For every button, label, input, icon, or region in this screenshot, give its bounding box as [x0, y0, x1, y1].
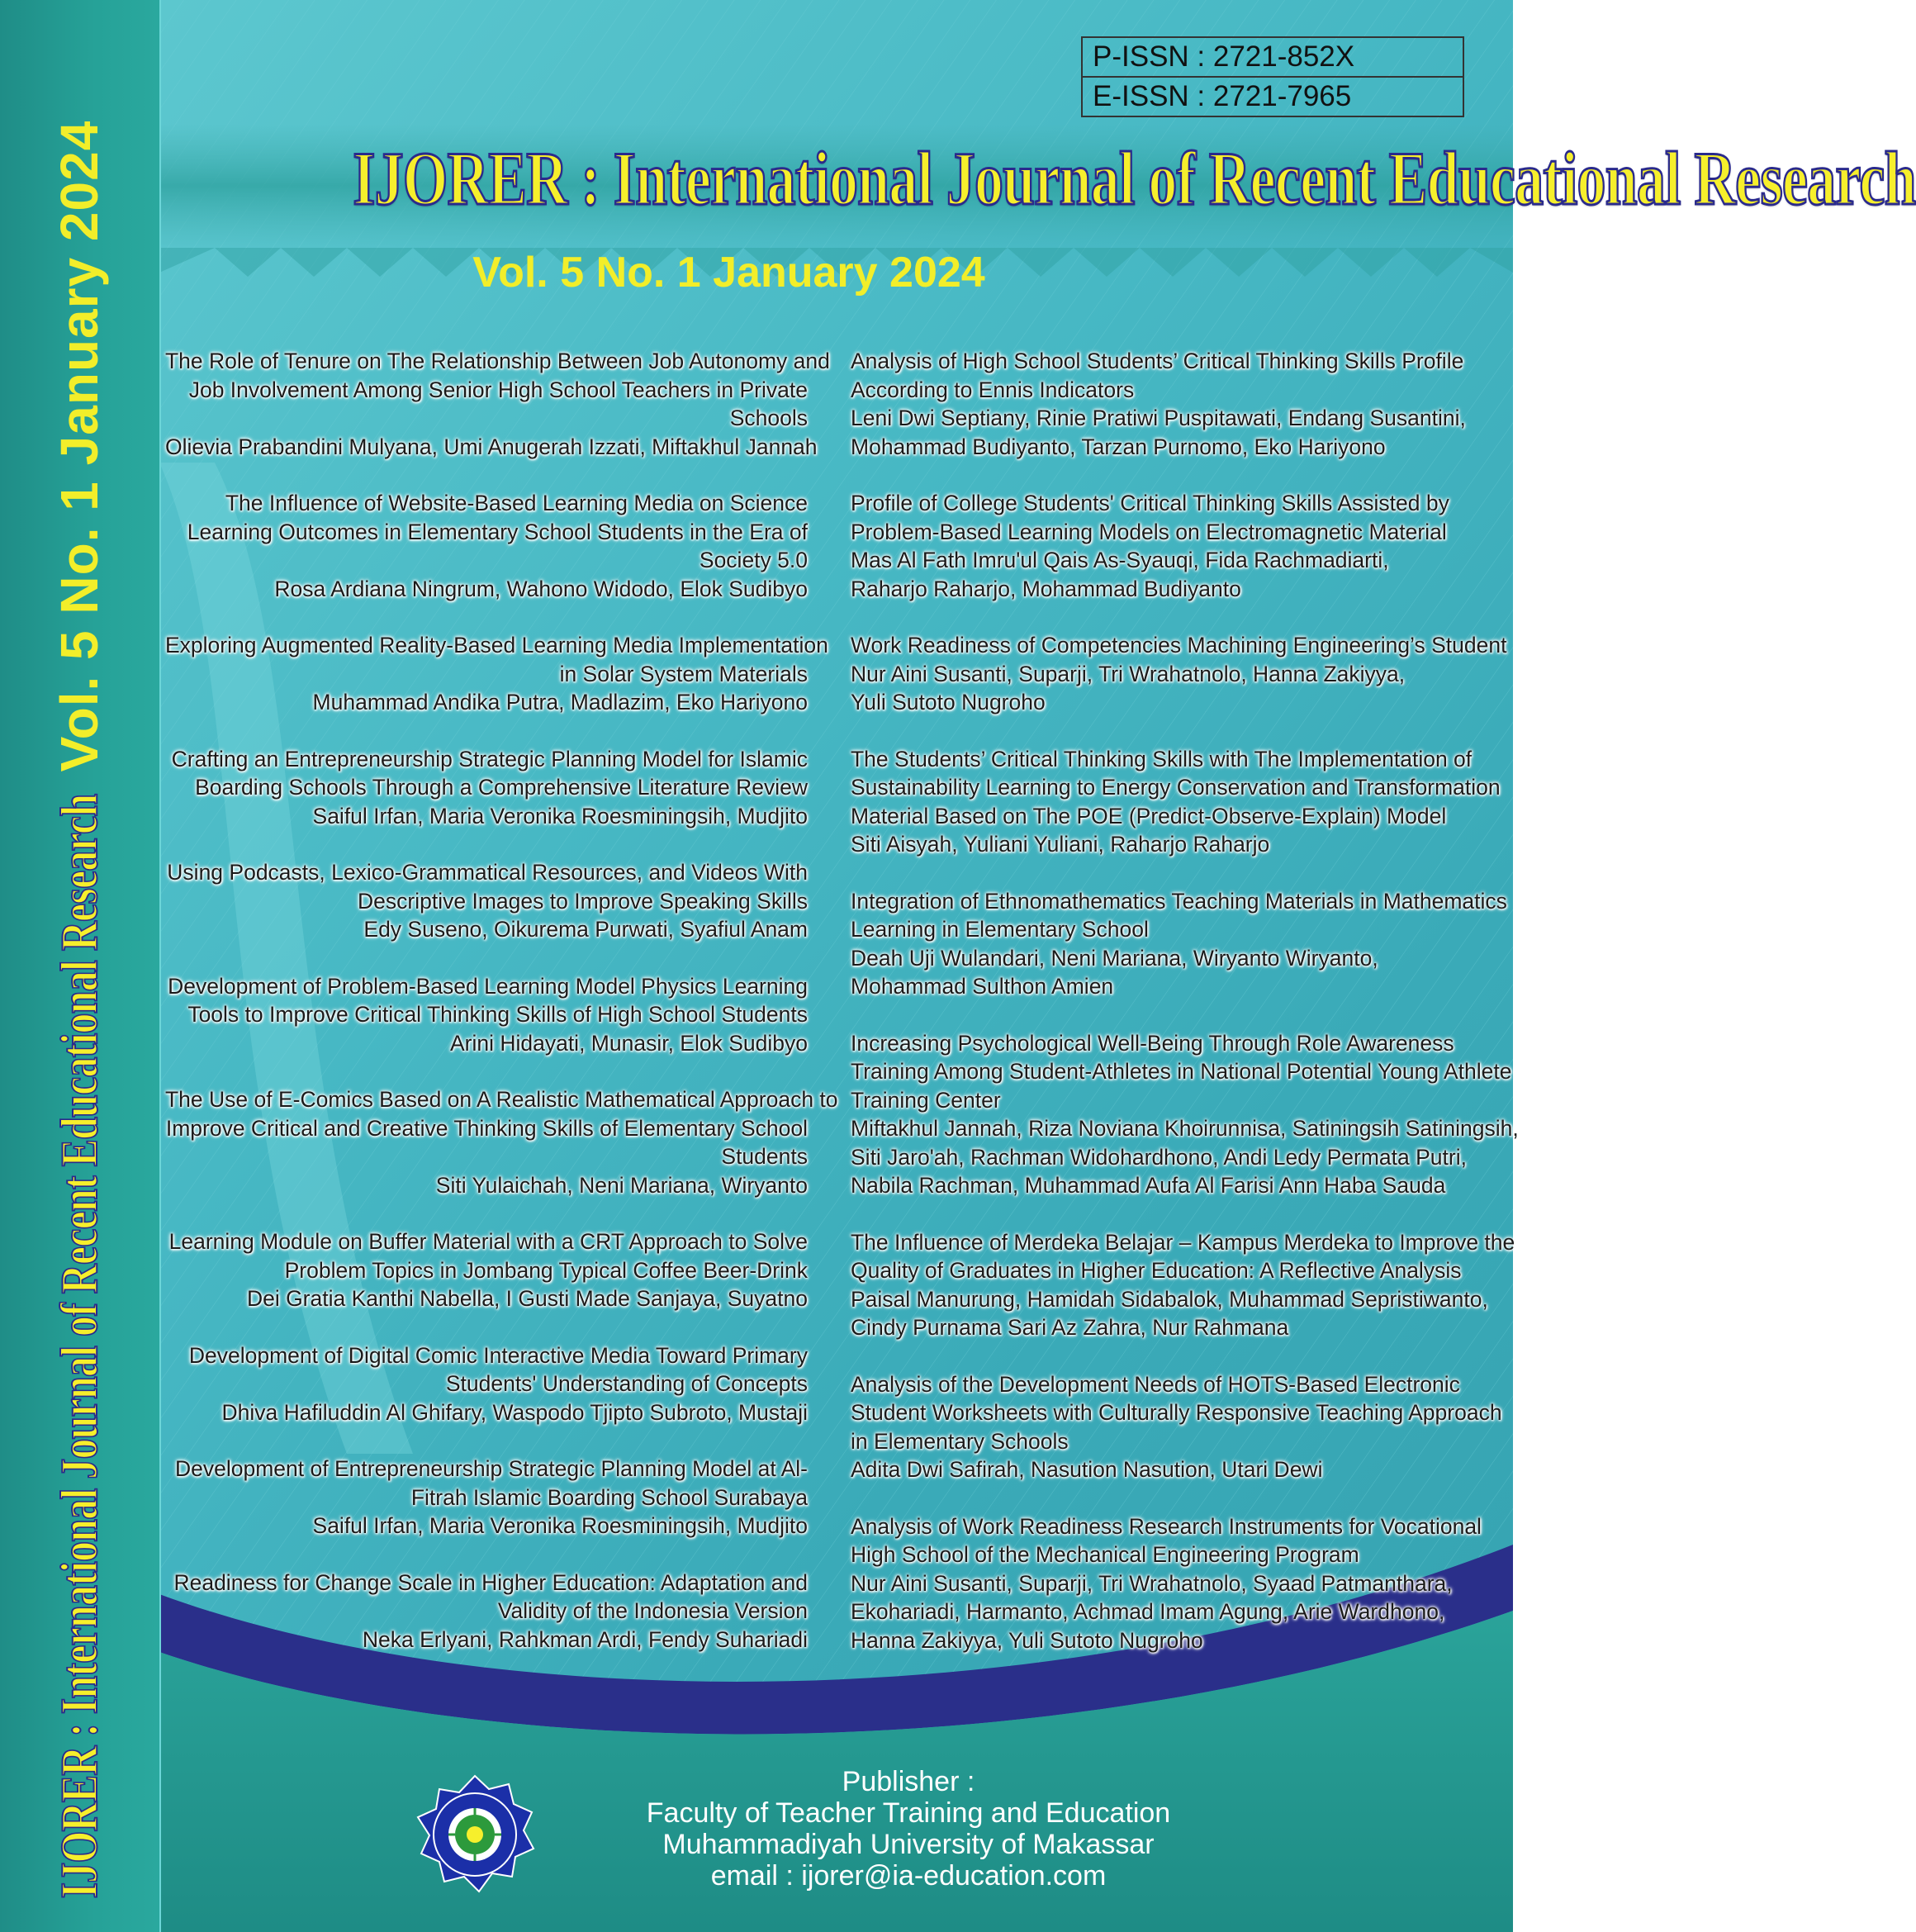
article-title-line: Exploring Augmented Reality-Based Learning Media Implementation	[165, 633, 828, 657]
article-title-line: The Use of E-Comics Based on A Realistic Mathematical Approach to	[165, 1087, 838, 1112]
article-title-line: Quality of Graduates in Higher Education: A Reflective Analysis	[851, 1258, 1462, 1283]
right-article-list	[851, 347, 1519, 1683]
article-entry	[851, 631, 1507, 717]
publisher-label: Publisher :	[842, 1766, 975, 1797]
article-authors: Raharjo Raharjo, Mohammad Budiyanto	[851, 576, 1241, 601]
article-authors: Saiful Irfan, Maria Veronika Roesminingsih, Mudjito	[312, 803, 808, 828]
article-title-line: Material Based on The POE (Predict-Observe-Explain) Model	[851, 803, 1447, 828]
article-title-line: Analysis of High School Students’ Critical Thinking Skills Profile	[851, 349, 1464, 373]
article-title-line: The Role of Tenure on The Relationship Between Job Autonomy and	[165, 349, 830, 373]
article-entry	[851, 1512, 1495, 1655]
article-title-line: Improve Critical and Creative Thinking Skills of Elementary School	[165, 1115, 808, 1141]
article-title-line: The Influence of Website-Based Learning Media on Science	[225, 491, 808, 515]
article-authors: Siti Aisyah, Yuliani Yuliani, Raharjo Raharjo	[851, 832, 1270, 857]
article-entry	[165, 745, 808, 831]
electronic-issn: E-ISSN : 2721-7965	[1083, 76, 1463, 116]
article-title-line: Paisal Manurung, Hamidah Sidabalok, Muhammad Sepristiwanto,	[851, 1286, 1488, 1312]
article-title-line: Using Podcasts, Lexico-Grammatical Resources, and Videos With	[167, 860, 808, 885]
journal-title: IJORER : International Journal of Recent Educational Research	[353, 136, 1916, 221]
article-title-line: Integration of Ethnomathematics Teaching Materials in Mathematics	[851, 888, 1507, 914]
article-entry	[851, 347, 1495, 461]
article-authors: Dhiva Hafiluddin Al Ghifary, Waspodo Tjipto Subroto, Mustaji	[221, 1399, 808, 1425]
article-title-line: Students' Understanding of Concepts	[445, 1371, 808, 1396]
article-entry	[851, 1228, 1515, 1342]
spine-volume-line: Vol. 5 No. 1 January 2024	[50, 120, 109, 772]
print-issn: P-ISSN : 2721-852X	[1093, 40, 1355, 73]
article-title-line: Mas Al Fath Imru'ul Qais As-Syauqi, Fida Rachmadiarti,	[851, 548, 1389, 572]
article-authors: Mohammad Sulthon Amien	[851, 974, 1114, 999]
article-authors: Adita Dwi Safirah, Nasution Nasution, Utari Dewi	[851, 1457, 1323, 1482]
article-title-line: Training Center	[851, 1087, 1001, 1113]
article-title-line: Students	[721, 1144, 808, 1169]
article-title-line: High School of the Mechanical Engineering Program	[851, 1542, 1359, 1567]
publisher-email: email : ijorer@ia-education.com	[710, 1860, 1107, 1892]
article-authors: Olievia Prabandini Mulyana, Umi Anugerah Izzati, Miftakhul Jannah	[165, 434, 818, 459]
article-title-line: Increasing Psychological Well-Being Through Role Awareness	[851, 1030, 1454, 1056]
article-entry	[165, 347, 830, 461]
article-title-line: Problem Topics in Jombang Typical Coffee Beer-Drink	[284, 1257, 808, 1283]
article-title-line: Student Worksheets with Culturally Responsive Teaching Approach	[851, 1400, 1502, 1425]
publisher-university: Muhammadiyah University of Makassar	[662, 1829, 1155, 1860]
article-title-line: Learning Outcomes in Elementary School Students in the Era of	[187, 519, 808, 544]
article-title-line: Job Involvement Among Senior High School Teachers in Private	[188, 377, 808, 402]
article-title-line: Development of Entrepreneurship Strategic Planning Model at Al-	[175, 1456, 808, 1481]
article-authors: Hanna Zakiyya, Yuli Sutoto Nugroho	[851, 1627, 1203, 1653]
issn-box	[1081, 36, 1464, 117]
article-entry	[165, 1085, 838, 1199]
article-title-line: Profile of College Students' Critical Thinking Skills Assisted by	[851, 491, 1449, 515]
article-entry	[851, 745, 1501, 859]
article-title-line: Training Among Student-Athletes in National Potential Young Athlete	[851, 1059, 1512, 1084]
publisher-faculty: Faculty of Teacher Training and Education	[646, 1797, 1171, 1829]
article-title-line: Crafting an Entrepreneurship Strategic Planning Model for Islamic	[171, 746, 808, 771]
article-authors: Yuli Sutoto Nugroho	[851, 690, 1046, 714]
article-authors: Mohammad Budiyanto, Tarzan Purnomo, Eko Hariyono	[851, 434, 1386, 459]
article-title-line: Readiness for Change Scale in Higher Education: Adaptation and	[173, 1569, 808, 1595]
article-title-line: The Students’ Critical Thinking Skills with The Implementation of	[851, 746, 1473, 771]
article-title-line: According to Ennis Indicators	[851, 377, 1135, 402]
article-title-line: Work Readiness of Competencies Machining Engineering’s Student	[851, 633, 1507, 657]
article-entry	[851, 1029, 1519, 1200]
article-title-line: Problem-Based Learning Models on Electromagnetic Material	[851, 519, 1447, 544]
article-title-line: Miftakhul Jannah, Riza Noviana Khoirunnisa, Satiningsih Satiningsih,	[851, 1116, 1519, 1141]
article-title-line: Sustainability Learning to Energy Conservation and Transformation	[851, 775, 1501, 800]
article-authors: Edy Suseno, Oikurema Purwati, Syafiul Anam	[363, 917, 808, 942]
article-title-line: Analysis of the Development Needs of HOTS-Based Electronic	[851, 1371, 1460, 1397]
article-entry	[165, 1569, 808, 1654]
article-title-line: Deah Uji Wulandari, Neni Mariana, Wiryanto Wiryanto,	[851, 945, 1378, 971]
article-title-line: Fitrah Islamic Boarding School Surabaya	[410, 1484, 808, 1510]
article-entry	[851, 1370, 1502, 1484]
article-entry	[165, 631, 828, 717]
article-authors: Arini Hidayati, Munasir, Elok Sudibyo	[449, 1030, 808, 1056]
spine-journal-title: IJORER : International Journal of Recent Educational Research	[50, 794, 108, 1899]
article-title-line: Leni Dwi Septiany, Rinie Pratiwi Puspitawati, Endang Susantini,	[851, 406, 1466, 430]
publisher-block	[562, 1766, 1255, 1892]
article-entry	[851, 489, 1495, 603]
article-title-line: Ekohariadi, Harmanto, Achmad Imam Agung, Arie Wardhono,	[851, 1599, 1445, 1624]
article-entry	[165, 1455, 808, 1540]
article-title-line: Tools to Improve Critical Thinking Skills of High School Students	[187, 1002, 808, 1027]
article-title-line: Nur Aini Susanti, Suparji, Tri Wrahatnolo, Hanna Zakiyya,	[851, 661, 1406, 686]
article-title-line: Society 5.0	[699, 548, 808, 572]
article-authors: Neka Erlyani, Rahkman Ardi, Fendy Suhariadi	[362, 1626, 808, 1652]
article-authors: Dei Gratia Kanthi Nabella, I Gusti Made Sanjaya, Suyatno	[246, 1286, 808, 1311]
article-title-line: in Elementary Schools	[851, 1428, 1069, 1454]
article-title-line: Development of Digital Comic Interactive Media Toward Primary	[188, 1342, 808, 1368]
article-title-line: The Influence of Merdeka Belajar – Kampus Merdeka to Improve the	[851, 1229, 1515, 1255]
article-authors: Siti Yulaichah, Neni Mariana, Wiryanto	[435, 1172, 808, 1198]
article-authors: Rosa Ardiana Ningrum, Wahono Widodo, Elok Sudibyo	[274, 576, 808, 601]
university-seal-icon	[413, 1773, 537, 1896]
article-title-line: Learning Module on Buffer Material with a CRT Approach to Solve	[168, 1229, 808, 1254]
article-title-line: Schools	[729, 406, 808, 430]
article-entry	[165, 858, 808, 944]
article-title-line: Siti Jaro'ah, Rachman Widohardhono, Andi Ledy Permata Putri,	[851, 1144, 1467, 1170]
article-title-line: Descriptive Images to Improve Speaking Skills	[358, 888, 808, 914]
article-title-line: Nur Aini Susanti, Suparji, Tri Wrahatnolo, Syaad Patmanthara,	[851, 1570, 1453, 1596]
article-title-line: in Solar System Materials	[559, 661, 808, 686]
article-title-line: Learning in Elementary School	[851, 917, 1149, 942]
article-title-line: Boarding Schools Through a Comprehensive Literature Review	[195, 775, 808, 800]
volume-line: Vol. 5 No. 1 January 2024	[472, 249, 985, 297]
article-authors: Nabila Rachman, Muhammad Aufa Al Farisi Ann Haba Sauda	[851, 1173, 1446, 1198]
article-entry	[851, 887, 1507, 1001]
article-entry	[165, 489, 808, 603]
article-entry	[165, 1227, 808, 1313]
article-title-line: Validity of the Indonesia Version	[497, 1598, 808, 1623]
left-article-list	[165, 347, 838, 1682]
article-authors: Muhammad Andika Putra, Madlazim, Eko Hariyono	[312, 690, 808, 714]
article-title-line: Analysis of Work Readiness Research Instruments for Vocational	[851, 1513, 1482, 1539]
article-entry	[165, 1341, 808, 1427]
article-authors: Saiful Irfan, Maria Veronika Roesminingsih, Mudjito	[312, 1513, 808, 1538]
article-authors: Cindy Purnama Sari Az Zahra, Nur Rahmana	[851, 1315, 1289, 1340]
article-title-line: Development of Problem-Based Learning Model Physics Learning	[168, 973, 808, 999]
article-entry	[165, 972, 808, 1058]
